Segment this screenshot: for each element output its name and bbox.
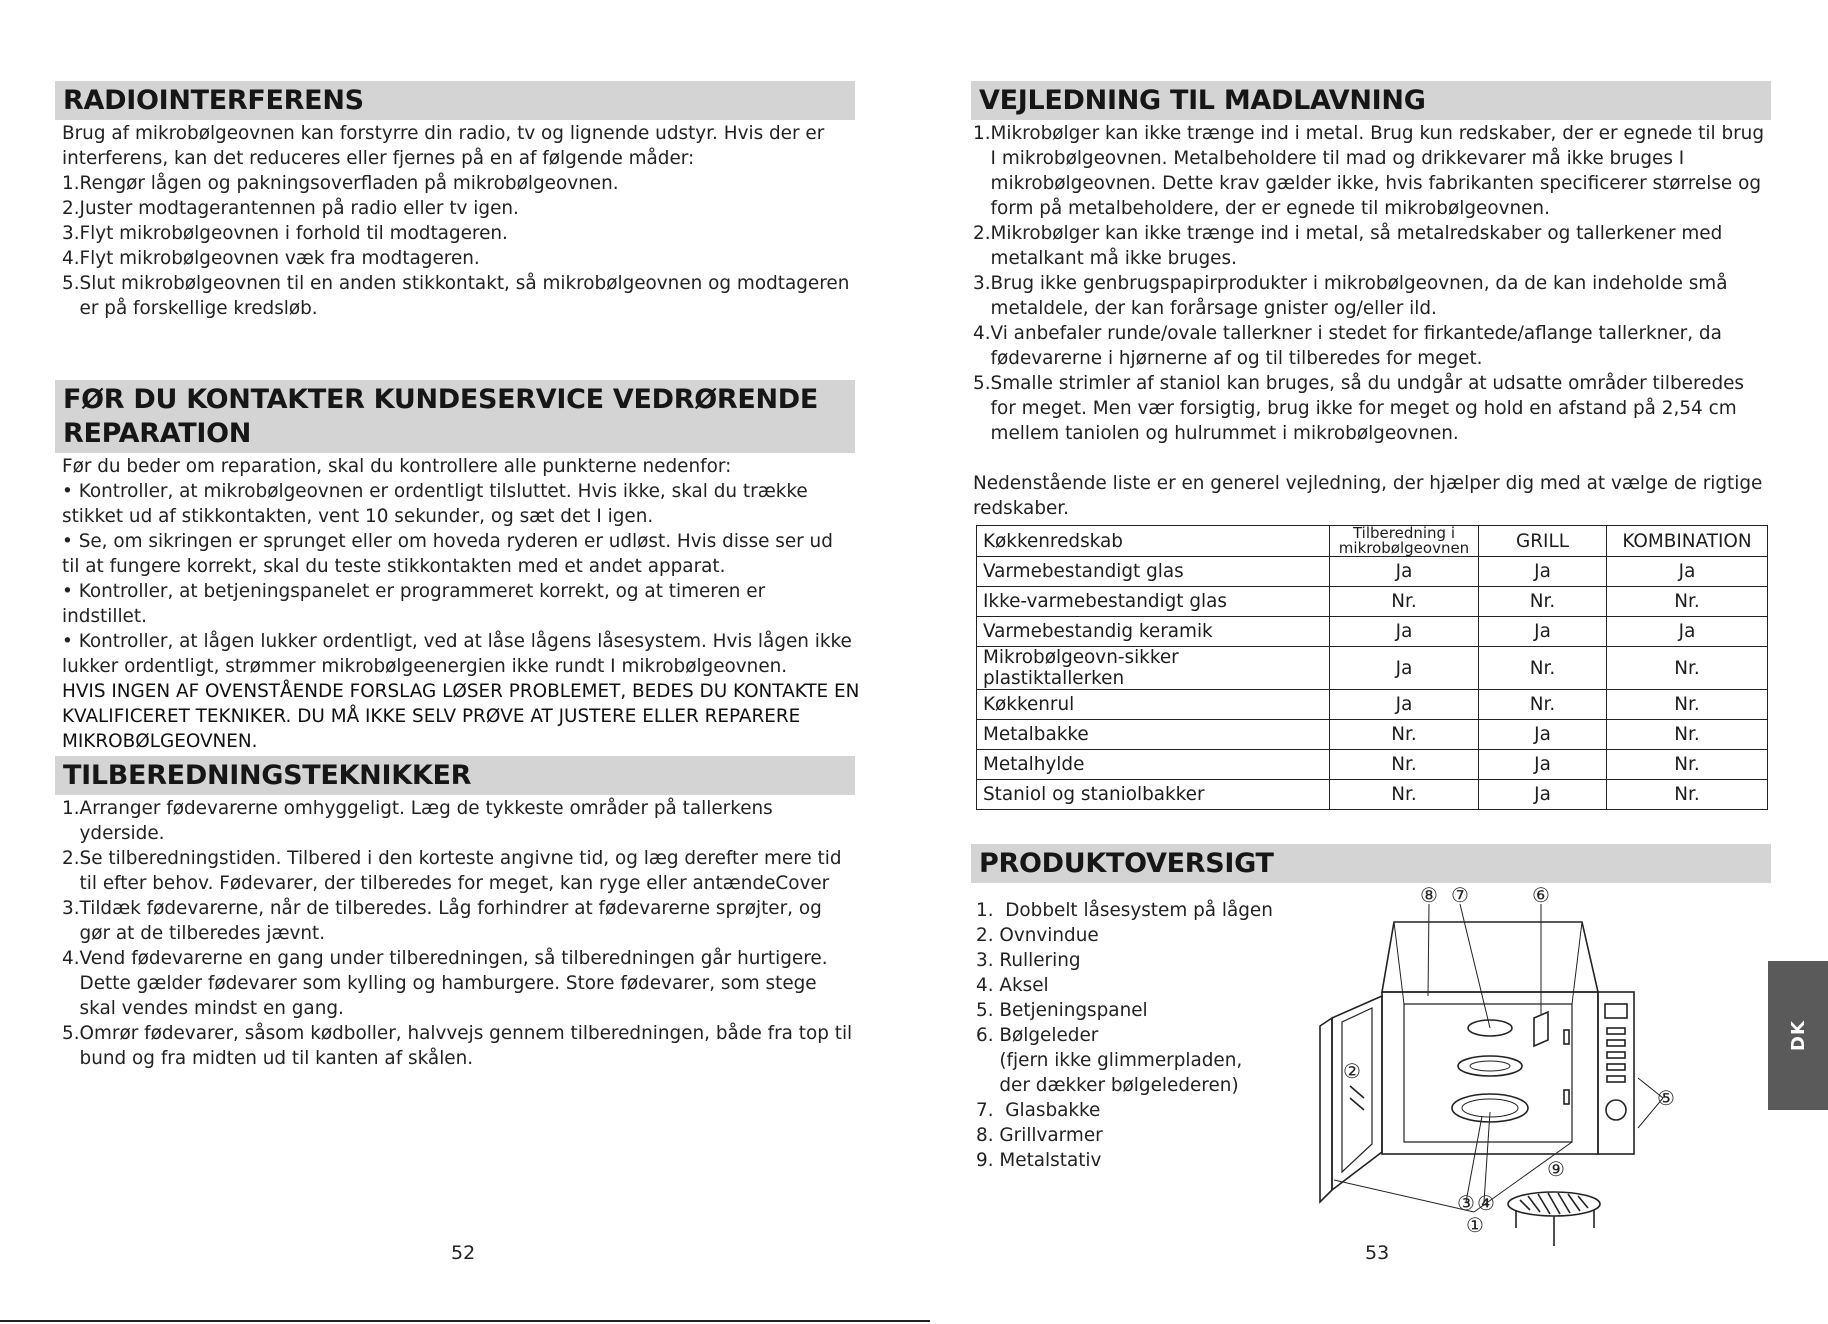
techniques-section <box>55 756 855 1071</box>
overview-item: 2. Ovnvindue <box>976 925 1099 946</box>
list-item-number: 4. <box>62 248 80 269</box>
list-item-number: 2. <box>973 223 991 244</box>
callout-1: ① <box>1466 1213 1484 1237</box>
service-body <box>55 453 860 754</box>
table-row <box>977 617 1768 647</box>
list-item-text: Tildæk fødevarerne, når de tilberedes. Låg forhindrer at fødevarerne sprøjter, og gør at de tilberedes jævnt. <box>79 898 822 944</box>
table-row <box>977 557 1768 587</box>
suitability-cell: Ja <box>1479 780 1607 810</box>
list-item-number: 4. <box>62 948 80 969</box>
suitability-cell: Nr. <box>1607 647 1768 690</box>
suitability-cell: Ja <box>1479 557 1607 587</box>
overview-item: 8. Grillvarmer <box>976 1125 1103 1146</box>
microwave-col-header <box>1330 526 1479 557</box>
service-bullet: • Se, om sikringen er sprunget eller om hoveda ryderen er udløst. Hvis disse ser ud til at fungere korrekt, skal du teste stikkontakten med et andet apparat. <box>62 531 833 577</box>
techniques-heading: TILBEREDNINGSTEKNIKKER <box>55 756 855 795</box>
list-item-text: Slut mikrobølgeovnen til en anden stikkontakt, så mikrobølgeovnen og modtageren er på forskellige kredsløb. <box>79 273 850 319</box>
suitability-cell: Ja <box>1479 720 1607 750</box>
suitability-cell: Nr. <box>1479 587 1607 617</box>
right-page <box>914 0 1828 1324</box>
combination-col-header: KOMBINATION <box>1607 526 1768 557</box>
list-item-number: 1. <box>62 798 80 819</box>
overview-item: 3. Rullering <box>976 950 1081 971</box>
list-item-number: 3. <box>62 898 80 919</box>
suitability-cell: Nr. <box>1607 750 1768 780</box>
list-item-text: Flyt mikrobølgeovnen væk fra modtageren. <box>79 248 480 269</box>
list-item-text: Flyt mikrobølgeovnen i forhold til modtageren. <box>79 223 508 244</box>
list-item <box>973 371 1771 446</box>
utensil-col-header: Køkkenredskab <box>977 526 1330 557</box>
suitability-cell: Ja <box>1330 557 1479 587</box>
callout-6: ⑥ <box>1532 883 1550 907</box>
service-section <box>55 380 860 754</box>
list-item <box>62 796 855 846</box>
list-item <box>62 271 855 321</box>
callout-2: ② <box>1343 1059 1361 1083</box>
list-item-number: 5. <box>973 373 991 394</box>
microwave-col-header-line2: mikrobølgeovnen <box>1338 539 1470 557</box>
list-item-text: Omrør fødevarer, såsom kødboller, halvvejs gennem tilberedningen, både fra top til bund og fra midten ud til kanten af skålen. <box>79 1023 853 1069</box>
overview-item: der dækker bølgelederen) <box>976 1075 1239 1096</box>
service-bullet: • Kontroller, at betjeningspanelet er programmeret korrekt, og at timeren er indstillet. <box>62 581 766 627</box>
suitability-cell: Nr. <box>1330 587 1479 617</box>
list-item-number: 5. <box>62 273 80 294</box>
overview-item: (fjern ikke glimmerpladen, <box>976 1050 1243 1071</box>
suitability-cell: Nr. <box>1330 750 1479 780</box>
utensil-name-cell: Staniol og staniolbakker <box>977 780 1330 810</box>
utensil-name-cell: Varmebestandigt glas <box>977 557 1330 587</box>
table-row <box>977 647 1768 690</box>
language-tab-label: DK <box>1787 1020 1809 1051</box>
suitability-cell: Ja <box>1330 617 1479 647</box>
callout-7: ⑦ <box>1451 883 1469 907</box>
radio-body <box>55 120 855 321</box>
callout-8: ⑧ <box>1420 883 1438 907</box>
suitability-cell: Ja <box>1330 647 1479 690</box>
table-row <box>977 690 1768 720</box>
grill-col-header: GRILL <box>1479 526 1607 557</box>
callout-4: ④ <box>1477 1191 1495 1215</box>
overview-section <box>971 844 1771 883</box>
suitability-cell: Nr. <box>1607 690 1768 720</box>
overview-heading: PRODUKTOVERSIGT <box>971 844 1771 883</box>
callout-3: ③ <box>1457 1191 1475 1215</box>
utensil-name-cell: Mikrobølgeovn-sikker plastiktallerken <box>977 647 1330 690</box>
list-item <box>62 196 855 221</box>
list-item-number: 4. <box>973 323 991 344</box>
service-bullet: • Kontroller, at mikrobølgeovnen er ordentligt tilsluttet. Hvis ikke, skal du trække stikket ud af stikkontakten, vent 10 sekunder, og sæt det I igen. <box>62 481 808 527</box>
callout-5: ⑤ <box>1657 1086 1675 1110</box>
list-item-number: 5. <box>62 1023 80 1044</box>
utensil-table-body <box>977 557 1768 810</box>
utensil-table-header-row <box>977 526 1768 557</box>
list-item <box>62 171 855 196</box>
microwave-diagram <box>1294 880 1694 1260</box>
suitability-cell: Ja <box>1607 617 1768 647</box>
guide-section <box>971 81 1771 521</box>
techniques-body <box>55 795 855 1071</box>
guide-table-intro: Nedenstående liste er en generel vejledning, der hjælper dig med at vælge de rigtige redskaber. <box>973 473 1763 519</box>
list-item-text: Arranger fødevarerne omhyggeligt. Læg de tykkeste områder på tallerkens yderside. <box>79 798 773 844</box>
page-number-left: 52 <box>451 1242 476 1264</box>
list-item-text: Mikrobølger kan ikke trænge ind i metal, så metalredskaber og tallerkener med metalkant må ikke bruges. <box>990 223 1723 269</box>
utensil-name-cell: Metalhylde <box>977 750 1330 780</box>
guide-body <box>971 120 1771 521</box>
callout-9: ⑨ <box>1547 1157 1565 1181</box>
suitability-cell: Nr. <box>1330 720 1479 750</box>
list-item <box>62 846 855 896</box>
list-item-text: Smalle strimler af staniol kan bruges, så du undgår at udsatte områder tilberedes for meget. Men vær forsigtig, brug ikke for meget og hold en afstand på 2,54 cm mellem taniolen og hulrummet i mikrobølgeovnen. <box>990 373 1745 444</box>
list-item-text: Vend fødevarerne en gang under tilberedningen, så tilberedningen går hurtigere. Dette gælder fødevarer som kylling og hamburgere. Store fødevarer, som stege skal vendes mindst en gang. <box>79 948 828 1019</box>
utensil-table <box>976 525 1768 810</box>
service-heading <box>55 380 855 453</box>
suitability-cell: Ja <box>1607 557 1768 587</box>
list-item <box>62 246 855 271</box>
list-item-number: 2. <box>62 198 80 219</box>
suitability-cell: Nr. <box>1479 690 1607 720</box>
table-row <box>977 587 1768 617</box>
overview-item: 5. Betjeningspanel <box>976 1000 1148 1021</box>
suitability-cell: Ja <box>1479 750 1607 780</box>
service-warning: HVIS INGEN AF OVENSTÅENDE FORSLAG LØSER PROBLEMET, BEDES DU KONTAKTE EN KVALIFICERET TEKNIKER. DU MÅ IKKE SELV PRØVE AT JUSTERE ELLER REPARERE MIKROBØLGEOVNEN. <box>62 681 860 752</box>
list-item <box>62 1021 855 1071</box>
techniques-list <box>62 796 855 1071</box>
service-heading-line1: FØR DU KONTAKTER KUNDESERVICE VEDRØRENDE <box>63 384 819 415</box>
language-tab <box>1768 961 1828 1110</box>
list-item <box>62 946 855 1021</box>
overview-list <box>976 898 1276 1173</box>
list-item-text: Vi anbefaler runde/ovale tallerkner i stedet for firkantede/aflange tallerkner, da fødevarerne i hjørnerne af og til tilberedes for meget. <box>990 323 1722 369</box>
suitability-cell: Nr. <box>1330 780 1479 810</box>
list-item-number: 3. <box>62 223 80 244</box>
utensil-name-cell: Varmebestandig keramik <box>977 617 1330 647</box>
list-item-number: 1. <box>62 173 80 194</box>
utensil-name-cell: Køkkenrul <box>977 690 1330 720</box>
suitability-cell: Nr. <box>1607 720 1768 750</box>
radio-section <box>55 81 855 321</box>
list-item-text: Mikrobølger kan ikke trænge ind i metal. Brug kun redskaber, der er egnede til brug I mikrobølgeovnen. Metalbeholdere til mad og drikkevarer må ikke bruges I mikrobølgeovnen. Dette krav gælder ikke, hvis fabrikanten specificerer størrelse og form på metalbeholdere, der er egnede til mikrobølgeovnen. <box>990 123 1765 219</box>
table-row <box>977 780 1768 810</box>
page-number-right: 53 <box>1365 1242 1390 1264</box>
suitability-cell: Nr. <box>1607 780 1768 810</box>
microwave-col-header-line1: Tilberedning i <box>1352 524 1455 542</box>
radio-heading: RADIOINTERFERENS <box>55 81 855 120</box>
overview-item: 7. Glasbakke <box>976 1100 1101 1121</box>
list-item <box>973 121 1771 221</box>
overview-item: 6. Bølgeleder <box>976 1025 1099 1046</box>
radio-intro: Brug af mikrobølgeovnen kan forstyrre din radio, tv og lignende udstyr. Hvis der er interferens, kan det reduceres eller fjernes på en af følgende måder: <box>62 123 825 169</box>
list-item <box>973 221 1771 271</box>
list-item <box>62 221 855 246</box>
table-row <box>977 720 1768 750</box>
suitability-cell: Nr. <box>1607 587 1768 617</box>
suitability-cell: Ja <box>1479 617 1607 647</box>
list-item-text: Rengør lågen og pakningsoverfladen på mikrobølgeovnen. <box>79 173 619 194</box>
list-item-number: 1. <box>973 123 991 144</box>
list-item-text: Brug ikke genbrugspapirprodukter i mikrobølgeovnen, da de kan indeholde små metaldele, der kan forårsage gnister og/eller ild. <box>990 273 1728 319</box>
overview-item: 1. Dobbelt låsesystem på lågen <box>976 900 1273 921</box>
list-item <box>973 321 1771 371</box>
overview-item: 9. Metalstativ <box>976 1150 1102 1171</box>
service-heading-line2: REPARATION <box>63 418 252 449</box>
service-intro: Før du beder om reparation, skal du kontrollere alle punkterne nedenfor: <box>62 456 732 477</box>
utensil-name-cell: Ikke-varmebestandigt glas <box>977 587 1330 617</box>
overview-item: 4. Aksel <box>976 975 1049 996</box>
bottom-rule <box>0 1320 930 1322</box>
list-item-text: Se tilberedningstiden. Tilbered i den korteste angivne tid, og læg derefter mere tid til efter behov. Fødevarer, der tilberedes for meget, kan ryge eller antændeCover <box>79 848 842 894</box>
suitability-cell: Ja <box>1330 690 1479 720</box>
list-item-text: Juster modtagerantennen på radio eller tv igen. <box>79 198 519 219</box>
suitability-cell: Nr. <box>1479 647 1607 690</box>
metal-rack <box>1508 1192 1600 1246</box>
guide-heading: VEJLEDNING TIL MADLAVNING <box>971 81 1771 120</box>
utensil-name-cell: Metalbakke <box>977 720 1330 750</box>
table-row <box>977 750 1768 780</box>
list-item <box>62 896 855 946</box>
list-item-number: 2. <box>62 848 80 869</box>
list-item-number: 3. <box>973 273 991 294</box>
service-bullet: • Kontroller, at lågen lukker ordentligt, ved at låse lågens låsesystem. Hvis lågen ikke lukker ordentligt, strømmer mikrobølgeenergien ikke rundt I mikrobølgeovnen. <box>62 631 852 677</box>
microwave-outline <box>1320 922 1634 1202</box>
service-bullets <box>62 479 855 679</box>
radio-list <box>62 171 855 321</box>
guide-list <box>973 121 1771 446</box>
list-item <box>973 271 1771 321</box>
